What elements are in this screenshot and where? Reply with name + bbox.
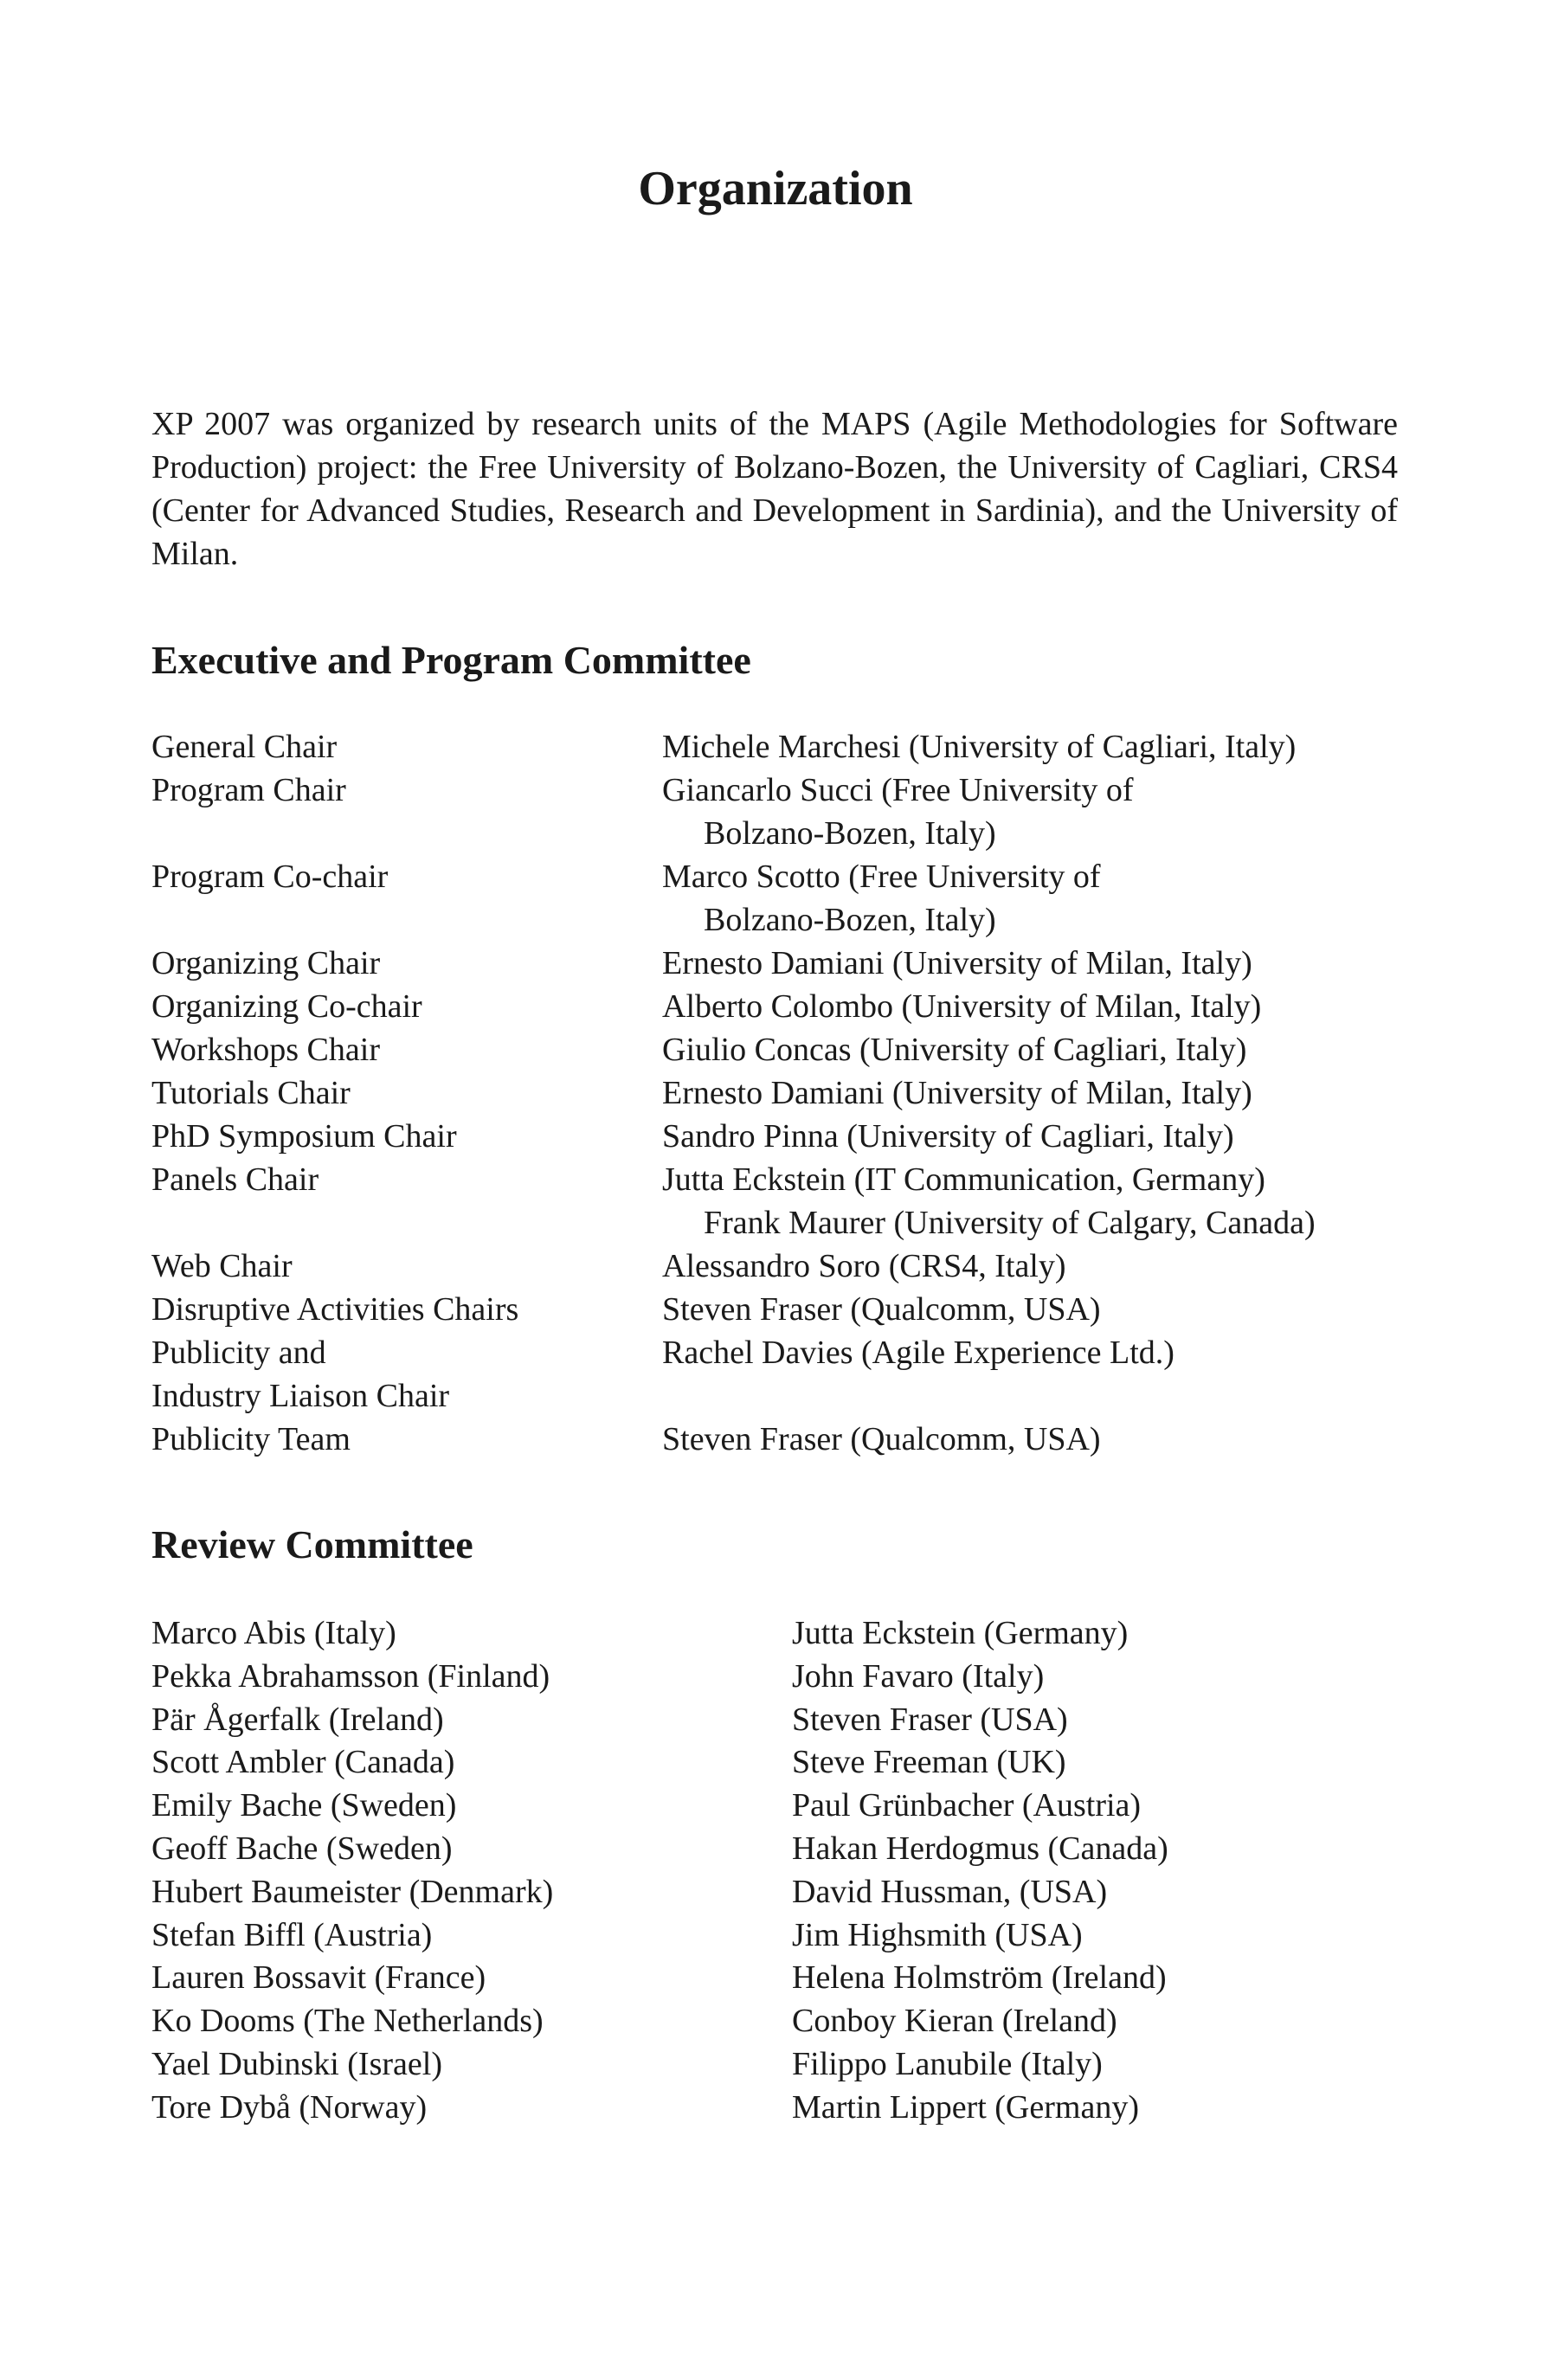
reviewer-name: Geoff Bache (Sweden) — [151, 1830, 453, 1867]
committee-member-line: Giancarlo Succi (Free University of — [662, 772, 1134, 808]
review-committee-right-column — [792, 1612, 1168, 2130]
committee-member-line: Rachel Davies (Agile Experience Ltd.) — [662, 1335, 1175, 1371]
committee-role: Disruptive Activities Chairs — [151, 1291, 519, 1328]
committee-row — [151, 1288, 1398, 1331]
committee-member-line: Alessandro Soro (CRS4, Italy) — [662, 1248, 1066, 1284]
reviewer-name: Helena Holmström (Ireland) — [792, 1959, 1167, 1997]
reviewer-name: Hubert Baumeister (Denmark) — [151, 1873, 554, 1910]
committee-member — [662, 1288, 1398, 1331]
committee-role: Web Chair — [151, 1248, 293, 1284]
committee-role: Program Co-chair — [151, 859, 389, 895]
reviewer-name: David Hussman, (USA) — [792, 1873, 1108, 1910]
committee-member-line: Sandro Pinna (University of Cagliari, Italy) — [662, 1118, 1234, 1155]
committee-member-line: Jutta Eckstein (IT Communication, Germany) — [662, 1161, 1265, 1198]
committee-role: Tutorials Chair — [151, 1075, 351, 1111]
committee-member — [662, 1115, 1398, 1158]
committee-member-line: Alberto Colombo (University of Milan, Italy) — [662, 988, 1262, 1025]
committee-member-line: Steven Fraser (Qualcomm, USA) — [662, 1291, 1101, 1328]
reviewer-name: Steven Fraser (USA) — [792, 1701, 1068, 1738]
committee-member-line: Marco Scotto (Free University of — [662, 859, 1101, 895]
committee-member — [662, 1071, 1398, 1115]
committee-member — [662, 725, 1398, 769]
committee-role: Organizing Chair — [151, 945, 381, 981]
committee-role: Industry Liaison Chair — [151, 1378, 450, 1414]
committee-member — [662, 1374, 1398, 1418]
reviewer-name: Emily Bache (Sweden) — [151, 1787, 457, 1824]
intro-paragraph: XP 2007 was organized by research units of the MAPS (Agile Methodologies for Software Production) project: the Free University of Bolzano-Bozen, the University of Cagliari, CRS4 (Center for Advanced Studies, Research and Development in Sardinia), and the University of Milan. — [151, 406, 1398, 572]
review-committee-left-column — [151, 1612, 553, 2130]
reviewer-name: Hakan Herdogmus (Canada) — [792, 1830, 1168, 1867]
committee-member-line: Ernesto Damiani (University of Milan, Italy) — [662, 1075, 1252, 1111]
committee-role: Workshops Chair — [151, 1032, 380, 1068]
committee-member-line: Ernesto Damiani (University of Milan, Italy) — [662, 945, 1252, 981]
committee-member — [662, 1418, 1398, 1461]
reviewer-name: Ko Dooms (The Netherlands) — [151, 2003, 544, 2040]
committee-member — [662, 985, 1398, 1028]
committee-member — [662, 1245, 1398, 1288]
committee-member-line: Bolzano-Bozen, Italy) — [704, 815, 996, 852]
committee-role: Publicity Team — [151, 1421, 351, 1457]
committee-role: General Chair — [151, 729, 338, 765]
committee-row — [151, 985, 1398, 1028]
committee-row — [151, 855, 1398, 942]
reviewer-name: Martin Lippert (Germany) — [792, 2088, 1139, 2126]
committee-member-line: Steven Fraser (Qualcomm, USA) — [662, 1421, 1101, 1457]
committee-row — [151, 769, 1398, 855]
committee-member-line: Frank Maurer (University of Calgary, Canada) — [704, 1205, 1316, 1241]
committee-member-line: Giulio Concas (University of Cagliari, Italy) — [662, 1032, 1247, 1068]
committee-member — [662, 1158, 1398, 1245]
reviewer-name: Pär Ågerfalk (Ireland) — [151, 1701, 444, 1738]
reviewer-name: Filippo Lanubile (Italy) — [792, 2045, 1103, 2082]
committee-role: Panels Chair — [151, 1161, 319, 1198]
committee-row — [151, 1331, 1398, 1374]
committee-role: Publicity and — [151, 1335, 326, 1371]
committee-member — [662, 855, 1398, 942]
committee-member — [662, 1331, 1398, 1374]
committee-row — [151, 725, 1398, 769]
committee-member — [662, 769, 1398, 855]
committee-row — [151, 1115, 1398, 1158]
committee-row — [151, 1418, 1398, 1461]
committee-row — [151, 1071, 1398, 1115]
committee-member-line — [662, 1374, 1398, 1418]
committee-role: Program Chair — [151, 772, 346, 808]
reviewer-name: Marco Abis (Italy) — [151, 1615, 396, 1651]
reviewer-name: Tore Dybå (Norway) — [151, 2088, 428, 2126]
committee-member — [662, 942, 1398, 985]
reviewer-name: Jutta Eckstein (Germany) — [792, 1615, 1129, 1651]
committee-row — [151, 1374, 1398, 1418]
executive-committee-heading: Executive and Program Committee — [151, 638, 751, 682]
reviewer-name: John Favaro (Italy) — [792, 1657, 1045, 1695]
committee-row — [151, 1028, 1398, 1071]
committee-member-line: Michele Marchesi (University of Cagliari, Italy) — [662, 729, 1297, 765]
reviewer-name: Paul Grünbacher (Austria) — [792, 1787, 1142, 1824]
committee-row — [151, 1245, 1398, 1288]
reviewer-name: Yael Dubinski (Israel) — [151, 2045, 442, 2082]
reviewer-name: Conboy Kieran (Ireland) — [792, 2003, 1117, 2040]
reviewer-name: Jim Highsmith (USA) — [792, 1916, 1083, 1953]
reviewer-name: Scott Ambler (Canada) — [151, 1744, 455, 1781]
executive-committee-table — [151, 725, 1398, 1461]
reviewer-name: Stefan Biffl (Austria) — [151, 1916, 433, 1953]
committee-role: Organizing Co-chair — [151, 988, 422, 1025]
reviewer-name: Lauren Bossavit (France) — [151, 1959, 486, 1997]
reviewer-name: Pekka Abrahamsson (Finland) — [151, 1657, 550, 1695]
page-title: Organization — [638, 162, 913, 215]
committee-role: PhD Symposium Chair — [151, 1118, 457, 1155]
committee-member — [662, 1028, 1398, 1071]
committee-member-line: Bolzano-Bozen, Italy) — [704, 902, 996, 938]
committee-row — [151, 1158, 1398, 1245]
review-committee-heading: Review Committee — [151, 1522, 473, 1566]
reviewer-name: Steve Freeman (UK) — [792, 1744, 1066, 1781]
committee-row — [151, 942, 1398, 985]
